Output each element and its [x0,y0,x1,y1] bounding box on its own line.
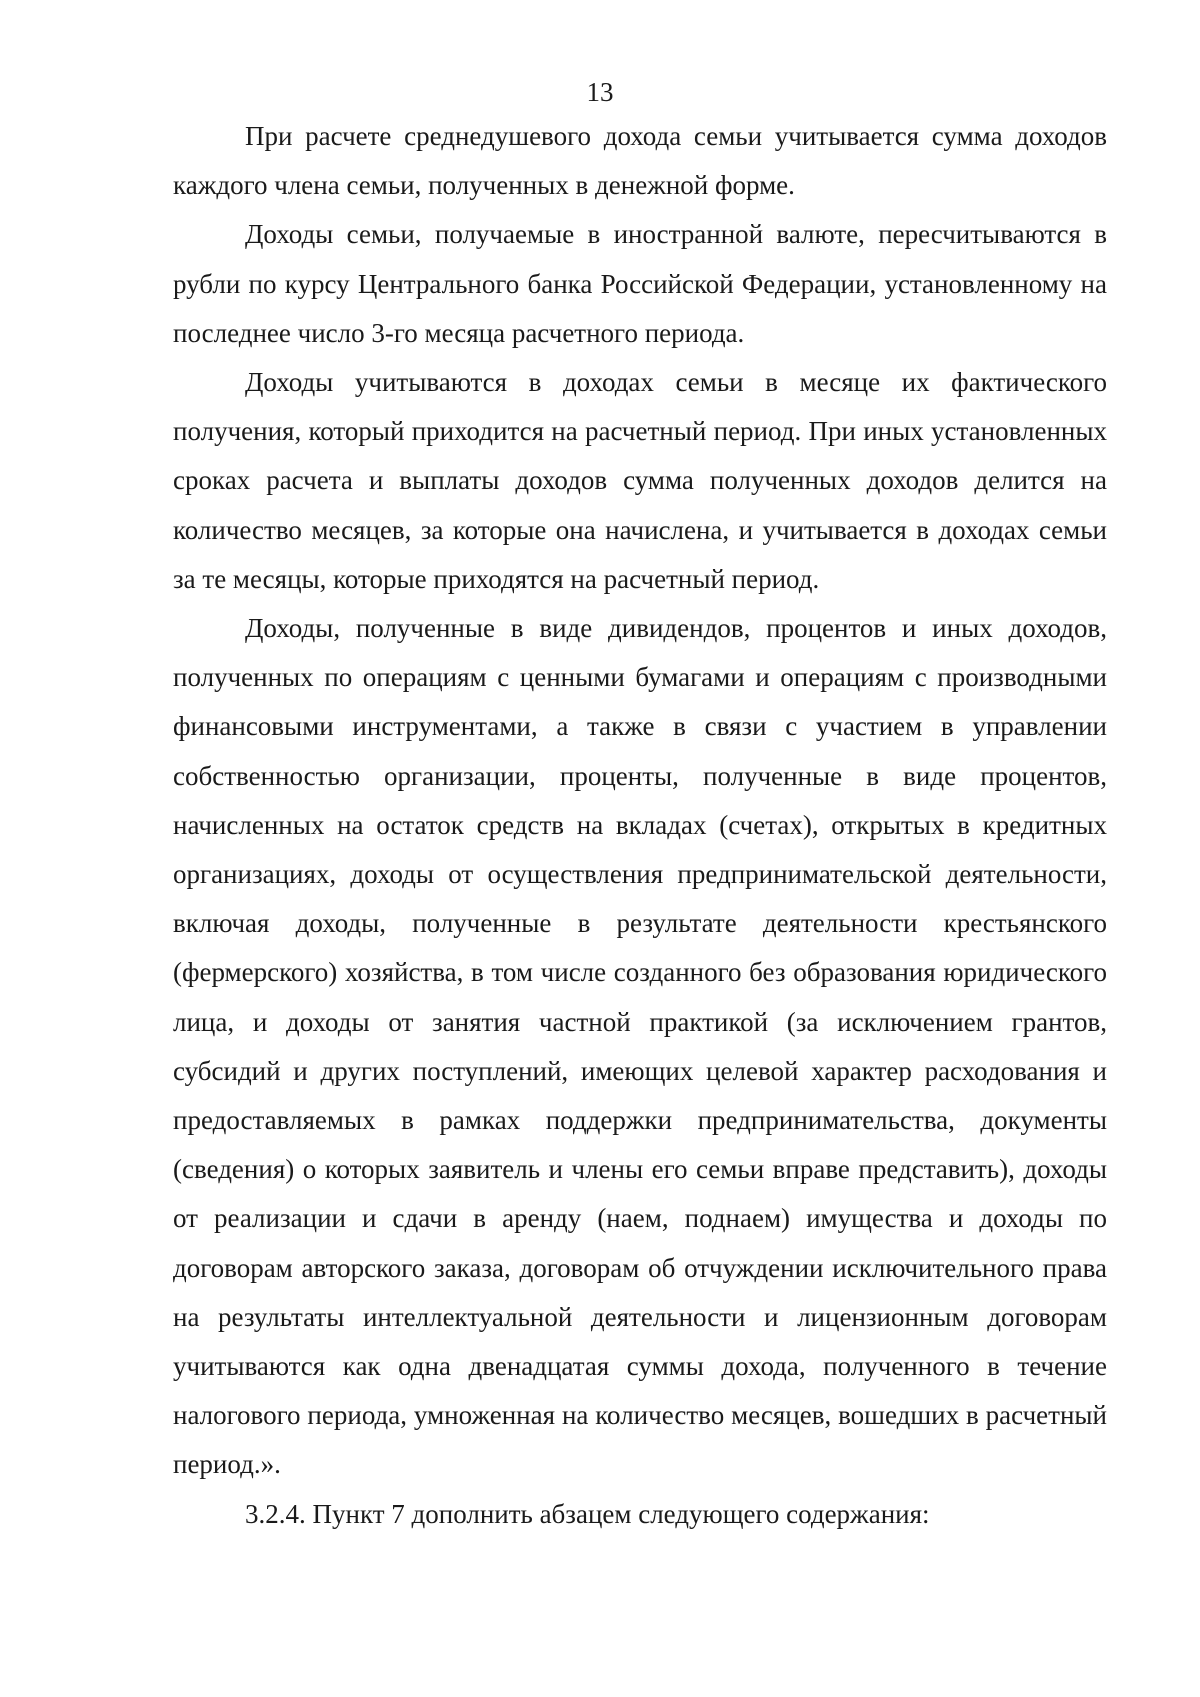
paragraph-dividends: Доходы, полученные в виде дивидендов, процентов и иных доходов, полученных по операциям с ценными бумагами и операциям с производными финансовыми инструментами, а также в связи с участием в управлении собственностью организации, проценты, полученные в виде процентов, начисленных на остаток средств на вкладах (счетах), открытых в кредитных организациях, доходы от осуществления предпринимательской деятельности, включая доходы, полученные в результате деятельности крестьянского (фермерского) хозяйства, в том числе созданного без образования юридического лица, и доходы от занятия частной практикой (за исключением грантов, субсидий и других поступлений, имеющих целевой характер расходования и предоставляемых в рамках поддержки предпринимательства, документы (сведения) о которых заявитель и члены его семьи вправе представить), доходы от реализации и сдачи в аренду (наем, поднаем) имущества и доходы по договорам авторского заказа, договорам об отчуждении исключительного права на результаты интеллектуальной деятельности и лицензионным договорам учитываются как одна двенадцатая суммы дохода, полученного в течение налогового периода, умноженная на количество месяцев, вошедших в расчетный период.». [173,613,1107,1480]
paragraph-foreign-currency: Доходы семьи, получаемые в иностранной валюте, пересчитываются в рубли по курсу Центрального банка Российской Федерации, установленному на последнее число 3-го месяца расчетного периода. [173,219,1107,348]
paragraph-income-period: Доходы учитываются в доходах семьи в месяце их фактического получения, который приходится на расчетный период. При иных установленных сроках расчета и выплаты доходов сумма полученных доходов делится на количество месяцев, за которые она начислена, и учитывается в доходах семьи за те месяцы, которые приходятся на расчетный период. [173,367,1107,594]
paragraph-income-calculation: При расчете среднедушевого дохода семьи учитывается сумма доходов каждого члена семьи, полученных в денежной форме. [173,121,1107,201]
paragraph-amendment: 3.2.4. Пункт 7 дополнить абзацем следующего содержания: [245,1498,930,1529]
page-number: 13 [586,77,614,107]
document-body [173,112,1107,1539]
